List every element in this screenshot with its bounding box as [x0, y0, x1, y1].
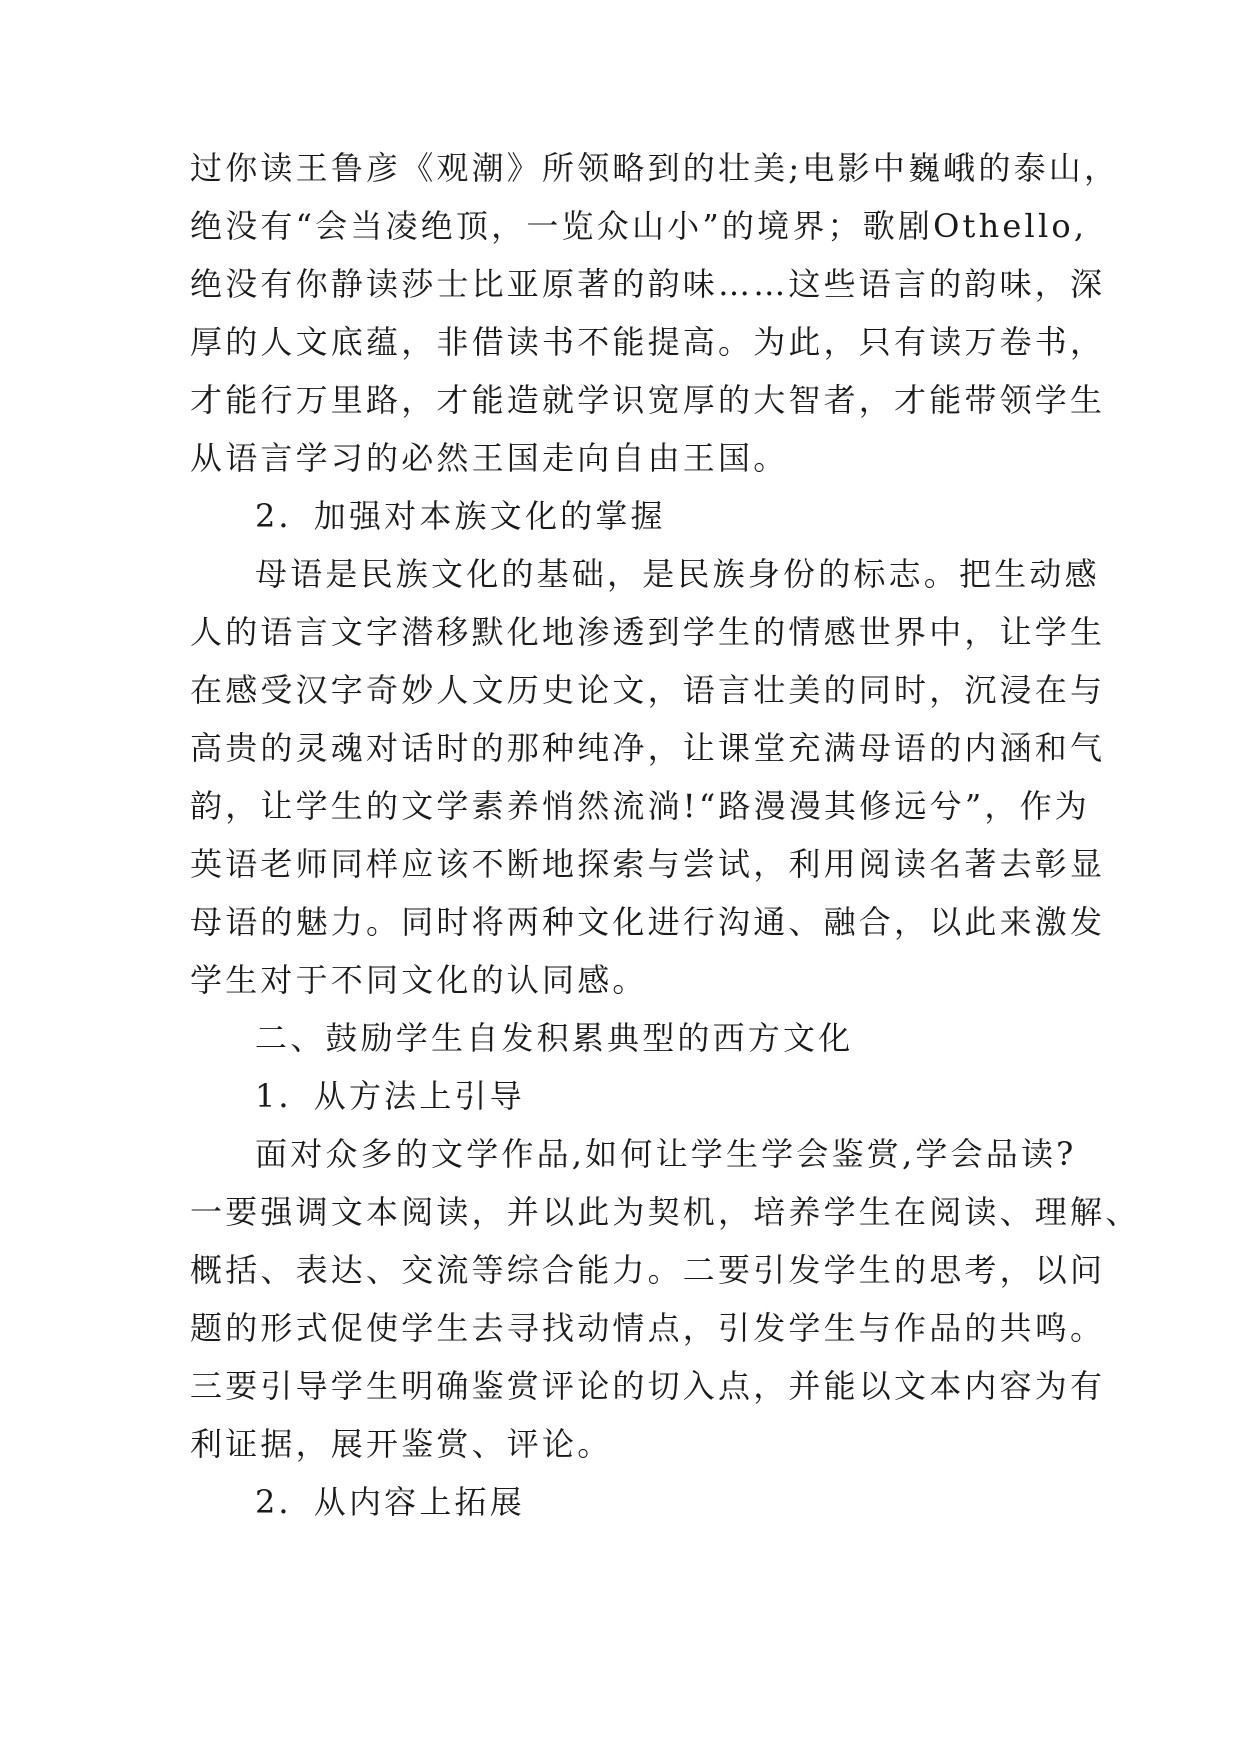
paragraph-line: 母语是民族文化的基础，是民族身份的标志。把生动感: [255, 555, 1100, 593]
paragraph-line: 概括、表达、交流等综合能力。二要引发学生的思考，以问: [190, 1251, 1106, 1289]
paragraph-line: 厚的人文底蕴，非借读书不能提高。为此，只有读万卷书，: [190, 323, 1106, 361]
paragraph-line: 三要引导学生明确鉴赏评论的切入点，并能以文本内容为有: [190, 1367, 1106, 1405]
section-heading: 二、鼓励学生自发积累典型的西方文化: [255, 1019, 854, 1057]
paragraph-line: 利证据，展开鉴赏、评论。: [190, 1425, 613, 1463]
paragraph-line: 题的形式促使学生去寻找动情点，引发学生与作品的共鸣。: [190, 1309, 1106, 1347]
paragraph-line: 高贵的灵魂对话时的那种纯净，让课堂充满母语的内涵和气: [190, 729, 1106, 767]
paragraph-line: 一要强调文本阅读，并以此为契机，培养学生在阅读、理解、: [190, 1193, 1141, 1231]
subheading: 1．从方法上引导: [255, 1077, 525, 1115]
paragraph-line: 韵，让学生的文学素养悄然流淌!“路漫漫其修远兮”，作为: [190, 787, 1090, 825]
subheading: 2．加强对本族文化的掌握: [255, 497, 666, 535]
paragraph-line: 人的语言文字潜移默化地渗透到学生的情感世界中，让学生: [190, 613, 1106, 651]
paragraph-line: 英语老师同样应该不断地探索与尝试，利用阅读名著去彰显: [190, 845, 1106, 883]
paragraph-line: 学生对于不同文化的认同感。: [190, 961, 648, 999]
paragraph-line: 面对众多的文学作品,如何让学生学会鉴赏,学会品读?: [255, 1135, 1077, 1173]
paragraph-line: 绝没有你静读莎士比亚原著的韵味……这些语言的韵味，深: [190, 265, 1106, 303]
paragraph-line: 在感受汉字奇妙人文历史论文，语言壮美的同时，沉浸在与: [190, 671, 1106, 709]
paragraph-line: 才能行万里路，才能造就学识宽厚的大智者，才能带领学生: [190, 381, 1106, 419]
paragraph-line: 过你读王鲁彦《观潮》所领略到的壮美;电影中巍峨的泰山，: [190, 149, 1120, 187]
paragraph-line: 绝没有“会当凌绝顶，一览众山小”的境界；歌剧Othello,: [190, 207, 1088, 245]
subheading: 2．从内容上拓展: [255, 1483, 525, 1521]
paragraph-line: 从语言学习的必然王国走向自由王国。: [190, 439, 789, 477]
paragraph-line: 母语的魅力。同时将两种文化进行沟通、融合，以此来激发: [190, 903, 1106, 941]
